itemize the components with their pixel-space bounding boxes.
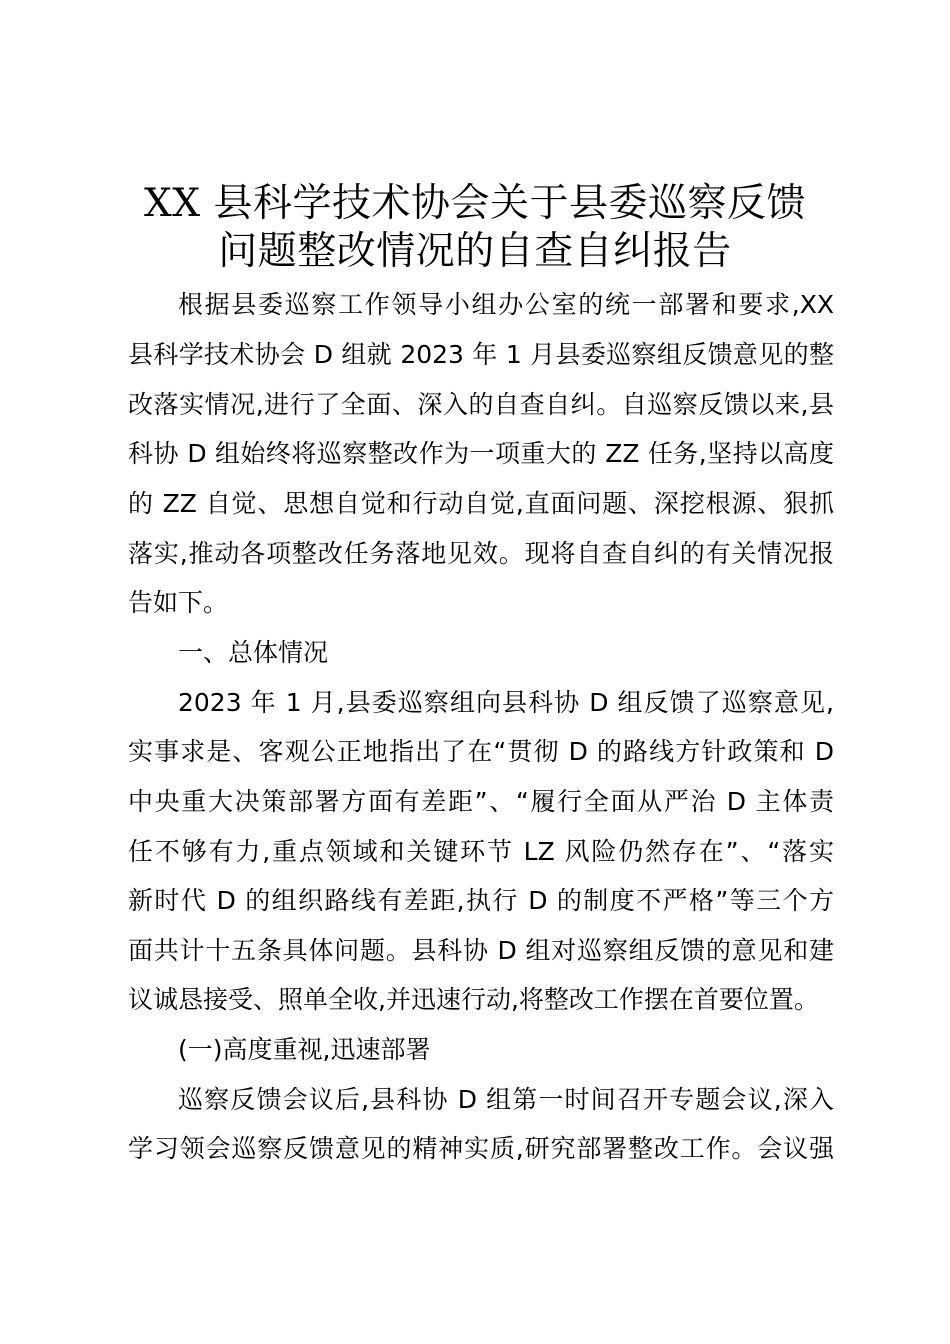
paragraph-2-line-5: 新时代 D 的组织路线有差距,执行 D 的制度不严格”等三个方: [128, 886, 834, 915]
paragraph-3-line-2: 学习领会巡察反馈意见的精神实质,研究部署整改工作。会议强: [128, 1134, 834, 1163]
title-line-1: XX 县科学技术协会关于县委巡察反馈: [144, 181, 806, 226]
paragraph-2-line-4: 任不够有力,重点领域和关键环节 LZ 风险仍然存在”、“落实: [128, 837, 834, 866]
document-title: [110, 180, 840, 276]
paragraph-2-line-6: 面共计十五条具体问题。县科协 D 组对巡察组反馈的意见和建: [128, 936, 834, 965]
paragraph-2-line-3: 中央重大决策部署方面有差距”、“履行全面从严治 D 主体责: [128, 787, 834, 816]
paragraph-2-line-7: 议诚恳接受、照单全收,并迅速行动,将整改工作摆在首要位置。: [128, 985, 819, 1014]
paragraph-1-line-7: 告如下。: [128, 588, 229, 617]
section-heading-1: 一、总体情况: [178, 638, 329, 667]
title-line-2: 问题整改情况的自查自纠报告: [218, 229, 732, 274]
paragraph-1-line-5: 的 ZZ 自觉、思想自觉和行动自觉,直面问题、深挖根源、狠抓: [128, 489, 834, 518]
paragraph-1-line-2: 县科学技术协会 D 组就 2023 年 1 月县委巡察组反馈意见的整: [128, 340, 834, 369]
paragraph-2-line-2: 实事求是、客观公正地指出了在“贯彻 D 的路线方针政策和 D: [128, 737, 834, 766]
paragraph-1-line-3: 改落实情况,进行了全面、深入的自查自纠。自巡察反馈以来,县: [128, 390, 834, 419]
paragraph-1-line-6: 落实,推动各项整改任务落地见效。现将自查自纠的有关情况报: [128, 539, 834, 568]
paragraph-2-line-1: 2023 年 1 月,县委巡察组向县科协 D 组反馈了巡察意见,: [178, 688, 834, 717]
paragraph-3-line-1: 巡察反馈会议后,县科协 D 组第一时间召开专题会议,深入: [178, 1085, 834, 1114]
subsection-heading-1: (一)高度重视,迅速部署: [178, 1035, 431, 1064]
paragraph-1-line-4: 科协 D 组始终将巡察整改作为一项重大的 ZZ 任务,坚持以高度: [128, 439, 834, 468]
paragraph-1-line-1: 根据县委巡察工作领导小组办公室的统一部署和要求,XX: [178, 290, 834, 319]
